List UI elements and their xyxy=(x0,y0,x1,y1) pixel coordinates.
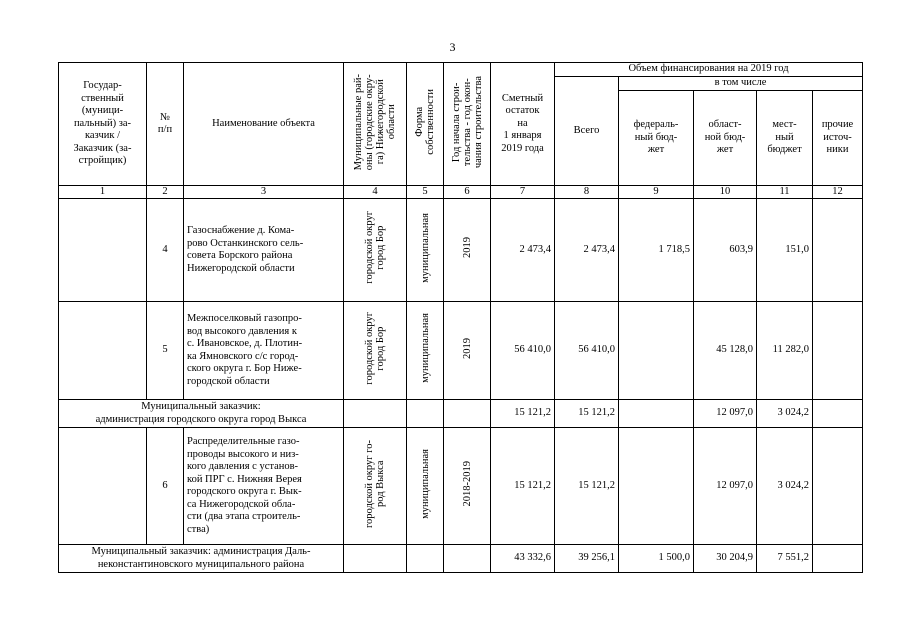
object-name: Межпоселковый газопро- вод высокого давления к с. Ивановское, д. Плотин- ка Ямновского с/с город- ского округа г. Бор Ниже- городской области xyxy=(184,302,344,400)
header-customer: Государ- ственный (муници- пальный) за- казчик / Заказчик (за- стройщик) xyxy=(59,63,147,186)
total-value: 15 121,2 xyxy=(555,428,619,545)
header-federal: федераль- ный бюд- жет xyxy=(619,91,694,186)
estimate-value: 15 121,2 xyxy=(491,428,555,545)
customer-cell xyxy=(59,199,147,302)
local-value: 151,0 xyxy=(757,199,813,302)
total-value: 2 473,4 xyxy=(555,199,619,302)
table-row xyxy=(59,199,863,302)
header-years: Год начала строи- тельства - год окон- чания строительства xyxy=(444,63,491,186)
ownership-cell: муниципальная xyxy=(407,199,444,302)
federal-value xyxy=(619,400,694,428)
total-value: 15 121,2 xyxy=(555,400,619,428)
regional-value: 603,9 xyxy=(694,199,757,302)
municipal-cell: городской округ го- род Выкса xyxy=(344,428,407,545)
federal-value: 1 718,5 xyxy=(619,199,694,302)
row-num: 4 xyxy=(147,199,184,302)
years-cell: 2019 xyxy=(444,302,491,400)
column-number: 5 xyxy=(407,186,444,199)
local-value: 3 024,2 xyxy=(757,400,813,428)
total-value: 56 410,0 xyxy=(555,302,619,400)
column-number: 3 xyxy=(184,186,344,199)
years-cell: 2019 xyxy=(444,199,491,302)
estimate-value: 2 473,4 xyxy=(491,199,555,302)
header-local: мест- ный бюджет xyxy=(757,91,813,186)
municipal-cell: городской округ город Бор xyxy=(344,199,407,302)
column-number: 1 xyxy=(59,186,147,199)
other-value xyxy=(813,199,863,302)
years-cell: 2018-2019 xyxy=(444,428,491,545)
header-financing: Объем финансирования на 2019 год xyxy=(555,63,863,77)
federal-value xyxy=(619,302,694,400)
header-total: Всего xyxy=(555,77,619,186)
header-object-name: Наименование объекта xyxy=(184,63,344,186)
regional-value: 12 097,0 xyxy=(694,400,757,428)
regional-value: 12 097,0 xyxy=(694,428,757,545)
header-including: в том числе xyxy=(619,77,863,91)
header-ownership: Форма собственности xyxy=(407,63,444,186)
table-row xyxy=(59,428,863,545)
financing-table xyxy=(58,62,863,573)
estimate-value: 43 332,6 xyxy=(491,545,555,573)
customer-cell xyxy=(59,302,147,400)
header-num: № п/п xyxy=(147,63,184,186)
page-number: 3 xyxy=(449,40,456,54)
column-number: 6 xyxy=(444,186,491,199)
table-row xyxy=(59,302,863,400)
header-other: прочие источ- ники xyxy=(813,91,863,186)
customer-cell xyxy=(59,428,147,545)
column-numbers-row xyxy=(59,186,863,199)
local-value: 3 024,2 xyxy=(757,428,813,545)
other-value xyxy=(813,400,863,428)
customer-label: Муниципальный заказчик: администрация городского округа город Выкса xyxy=(59,400,344,428)
column-number: 2 xyxy=(147,186,184,199)
customer-row xyxy=(59,545,863,573)
other-value xyxy=(813,428,863,545)
row-num: 6 xyxy=(147,428,184,545)
header-estimate: Сметный остаток на 1 января 2019 года xyxy=(491,63,555,186)
local-value: 11 282,0 xyxy=(757,302,813,400)
header-municipal: Муниципальные рай- оны (городские окру- га) Нижегородской области xyxy=(344,63,407,186)
federal-value xyxy=(619,428,694,545)
regional-value: 30 204,9 xyxy=(694,545,757,573)
column-number: 7 xyxy=(491,186,555,199)
column-number: 8 xyxy=(555,186,619,199)
estimate-value: 15 121,2 xyxy=(491,400,555,428)
row-num: 5 xyxy=(147,302,184,400)
local-value: 7 551,2 xyxy=(757,545,813,573)
regional-value: 45 128,0 xyxy=(694,302,757,400)
header-regional: област- ной бюд- жет xyxy=(694,91,757,186)
column-number: 9 xyxy=(619,186,694,199)
column-number: 4 xyxy=(344,186,407,199)
ownership-cell: муниципальная xyxy=(407,302,444,400)
total-value: 39 256,1 xyxy=(555,545,619,573)
estimate-value: 56 410,0 xyxy=(491,302,555,400)
column-number: 10 xyxy=(694,186,757,199)
object-name: Газоснабжение д. Кома- рово Останкинского сель- совета Борского района Нижегородской области xyxy=(184,199,344,302)
other-value xyxy=(813,545,863,573)
ownership-cell: муниципальная xyxy=(407,428,444,545)
federal-value: 1 500,0 xyxy=(619,545,694,573)
customer-row xyxy=(59,400,863,428)
customer-label: Муниципальный заказчик: администрация Даль- неконстантиновского муниципального района xyxy=(59,545,344,573)
other-value xyxy=(813,302,863,400)
object-name: Распределительные газо- проводы высокого и низ- кого давления с установ- кой ПРГ с. Нижняя Верея городского округа г. Вык- са Нижегородской обла- сти (два этапа строитель- ства) xyxy=(184,428,344,545)
municipal-cell: городской округ город Бор xyxy=(344,302,407,400)
column-number: 11 xyxy=(757,186,813,199)
column-number: 12 xyxy=(813,186,863,199)
